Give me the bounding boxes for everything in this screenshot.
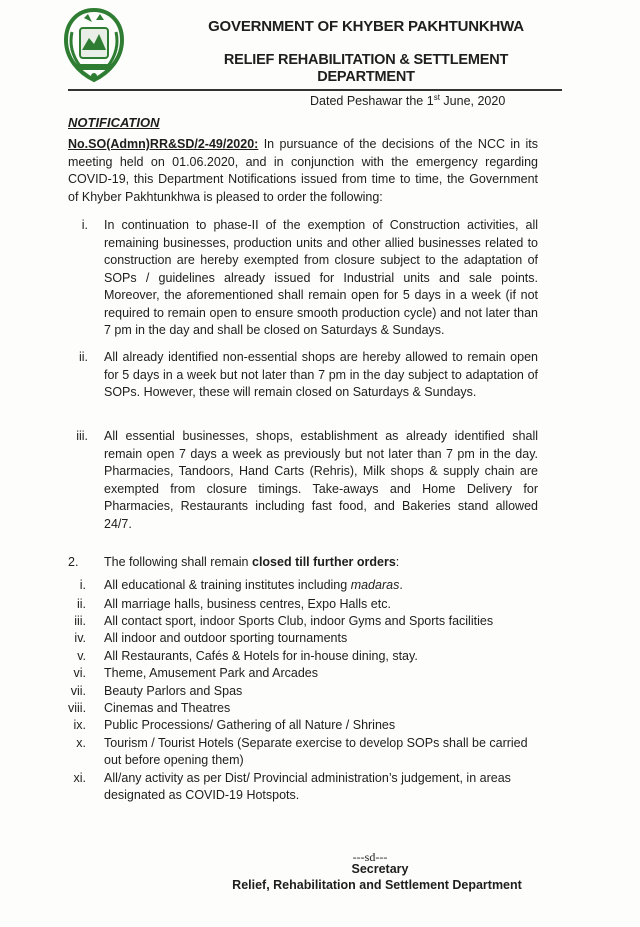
list-number: viii.	[68, 701, 87, 715]
date-suffix: June, 2020	[439, 94, 506, 109]
list-number: iv.	[74, 631, 86, 645]
department-title	[176, 52, 556, 86]
date-superscript: st	[433, 93, 440, 102]
signatory-title: Secretary	[351, 862, 409, 876]
order-item-number: ii.	[78, 350, 88, 364]
list-text-italic: madaras	[350, 578, 400, 592]
department-title-line1: RELIEF REHABILITATION & SETTLEMENT	[223, 52, 509, 68]
signatory-department: Relief, Rehabilitation and Settlement Department	[232, 878, 522, 892]
department-title-line2: DEPARTMENT	[317, 69, 415, 85]
list-text-main: All educational & training institutes including	[104, 578, 351, 592]
kp-government-emblem-icon	[56, 6, 132, 86]
list-number: vii.	[70, 684, 86, 698]
notification-heading: NOTIFICATION	[68, 115, 160, 130]
intro-text: In pursuance of the decisions of the NCC in its meeting held on 01.06.2020, and in conjunction with the emergency regarding COVID-19, this Department Notifications issued from time to time, the Government of Khyber Pakhtunkhwa is pleased to order the following:	[68, 137, 538, 204]
list-text: All marriage halls, business centres, Expo Halls etc.	[104, 597, 391, 611]
list-text: All Restaurants, Cafés & Hotels for in-house dining, stay.	[104, 649, 418, 663]
list-text: All/any activity as per Dist/ Provincial administration’s judgement, in areas designated as COVID-19 Hotspots.	[104, 771, 511, 802]
list-number: xi.	[73, 771, 86, 785]
list-text: All indoor and outdoor sporting tournaments	[104, 631, 348, 645]
list-number: v.	[77, 649, 86, 663]
list-text: Theme, Amusement Park and Arcades	[104, 666, 318, 680]
order-item-number: iii.	[76, 429, 88, 443]
date-prefix: Dated Peshawar the 1	[310, 94, 434, 109]
section-2-prefix: The following shall remain	[104, 555, 252, 569]
reference-number: No.SO(Admn)RR&SD/2-49/2020:	[68, 137, 259, 151]
list-text: Public Processions/ Gathering of all Nature / Shrines	[104, 718, 396, 732]
list-text: Beauty Parlors and Spas	[104, 684, 243, 698]
date-line	[310, 93, 505, 108]
list-number: iii.	[74, 614, 86, 628]
list-number: i.	[79, 578, 86, 592]
list-number: vi.	[73, 666, 86, 680]
intro-paragraph	[68, 136, 538, 206]
section-2-bold: closed till further orders	[252, 555, 396, 569]
list-number: x.	[76, 736, 86, 750]
header-divider	[68, 89, 562, 91]
order-item-text: All already identified non-essential shops are hereby allowed to remain open for 5 days in a week but not later than 7 pm in the day subject to adaptation of SOPs. However, these will remain closed on Saturdays & Sundays.	[104, 350, 538, 399]
order-item-text: In continuation to phase-II of the exemption of Construction activities, all remaining businesses, production units and other allied businesses related to construction are hereby exempted from closure subject to the adaptation of SOPs / guidelines already issued for Industrial units and sale points. Moreover, the aforementioned shall remain open for 5 days in a week (if not required to remain open to ensure smooth production cycle) and not later than 7 pm in the day and shall be closed on Saturdays & Sundays.	[104, 218, 538, 337]
section-2-text	[104, 555, 538, 569]
order-item-text: All essential businesses, shops, establishment as already identified shall remain open 7 days a week as previously but not later than 7 pm in the day. Pharmacies, Tandoors, Hand Carts (Rehris), Milk shops & supply chain are exempted from closure timings. Take-aways and Home Delivery for Pharmacies, Restaurants including fast food, and Bakeries stand allowed 24/7.	[104, 429, 538, 531]
section-number: 2.	[68, 555, 79, 569]
order-item-number: i.	[81, 218, 88, 232]
section-2-suffix: :	[395, 555, 400, 569]
list-text: Cinemas and Theatres	[104, 701, 231, 715]
list-number: ii.	[76, 597, 86, 611]
list-text: Tourism / Tourist Hotels (Separate exercise to develop SOPs shall be carried out before opening them)	[104, 736, 528, 767]
list-number: ix.	[73, 718, 86, 732]
government-title: GOVERNMENT OF KHYBER PAKHTUNKHWA	[208, 18, 524, 35]
list-text	[104, 577, 538, 594]
list-text-after: .	[399, 578, 403, 592]
signed-mark: ---sd---	[352, 850, 388, 864]
list-text: All contact sport, indoor Sports Club, indoor Gyms and Sports facilities	[104, 614, 494, 628]
